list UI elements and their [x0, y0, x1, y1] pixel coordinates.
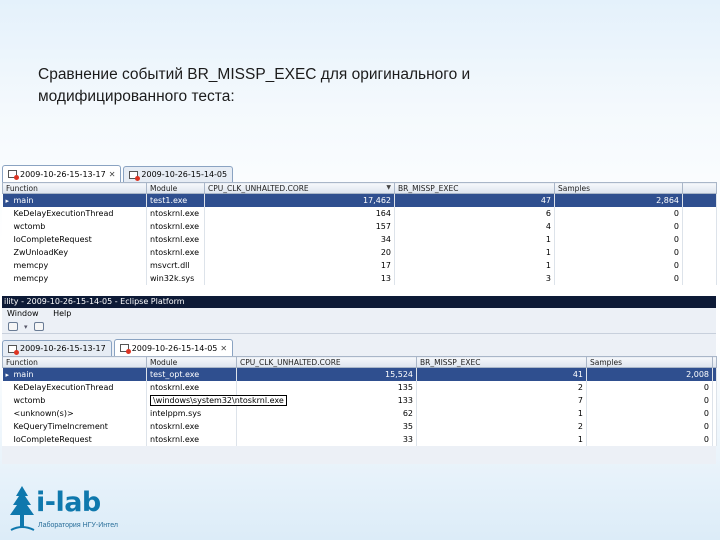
function-cell	[3, 220, 147, 233]
module-cell: ntoskrnl.exe	[147, 220, 205, 233]
column-header-br-missp[interactable]: BR_MISSP_EXEC	[395, 183, 555, 194]
table-row[interactable]	[3, 368, 717, 381]
column-header-samples[interactable]: Samples	[555, 183, 683, 194]
cpu-cell: 164	[205, 207, 395, 220]
cpu-cell: 20	[205, 246, 395, 259]
samples-cell: 0	[587, 420, 713, 433]
cpu-cell: 17	[205, 259, 395, 272]
filler-cell	[683, 246, 717, 259]
br-cell: 2	[417, 420, 587, 433]
table-row[interactable]	[3, 194, 717, 207]
menu-item-help[interactable]: Help	[53, 309, 72, 318]
filler-cell	[713, 407, 717, 420]
column-header-module[interactable]: Module	[147, 183, 205, 194]
function-cell	[3, 420, 147, 433]
samples-cell: 0	[555, 220, 683, 233]
table-row[interactable]	[3, 272, 717, 285]
menu-bar	[2, 308, 716, 320]
window-title: ility - 2009-10-26-15-14-05 - Eclipse Platform	[2, 296, 716, 308]
result-file-icon	[8, 170, 17, 178]
module-cell: ntoskrnl.exe	[147, 246, 205, 259]
expand-icon[interactable]: ▸	[5, 196, 10, 205]
column-header-br-missp[interactable]: BR_MISSP_EXEC	[417, 357, 587, 368]
column-header-samples[interactable]: Samples	[587, 357, 713, 368]
cpu-cell: 34	[205, 233, 395, 246]
function-name: memcpy	[13, 273, 49, 283]
close-icon[interactable]: ✕	[108, 169, 116, 179]
expand-icon[interactable]: ▸	[5, 370, 10, 379]
function-cell	[3, 368, 147, 381]
samples-cell: 0	[555, 259, 683, 272]
module-cell: test_opt.exe	[147, 368, 237, 381]
module-cell: ntoskrnl.exe	[147, 233, 205, 246]
logo-name: i-lab	[36, 487, 101, 518]
function-cell	[3, 246, 147, 259]
module-cell: win32k.sys	[147, 272, 205, 285]
samples-cell: 2,008	[587, 368, 713, 381]
filler-cell	[683, 233, 717, 246]
function-name: <unknown(s)>	[13, 408, 74, 418]
editor-tabbar	[2, 164, 716, 182]
tab-original-run[interactable]	[2, 340, 112, 356]
column-header-cpu-clk[interactable]: CPU_CLK_UNHALTED.CORE	[237, 357, 417, 368]
br-cell: 1	[395, 259, 555, 272]
toolbar	[2, 320, 716, 334]
close-icon[interactable]: ✕	[220, 343, 228, 353]
tab-label: 2009-10-26-15-13-17	[20, 344, 106, 353]
original-test-view	[2, 164, 716, 296]
br-cell: 47	[395, 194, 555, 207]
tab-label: 2009-10-26-15-14-05	[141, 170, 228, 179]
filler-cell	[683, 207, 717, 220]
samples-cell: 0	[587, 394, 713, 407]
br-cell: 1	[395, 246, 555, 259]
module-cell: msvcrt.dll	[147, 259, 205, 272]
function-cell	[3, 194, 147, 207]
table-row[interactable]	[3, 433, 717, 446]
br-cell: 3	[395, 272, 555, 285]
function-cell	[3, 272, 147, 285]
module-cell: test1.exe	[147, 194, 205, 207]
br-cell: 4	[395, 220, 555, 233]
tab-original-run[interactable]	[2, 165, 121, 182]
br-cell: 41	[417, 368, 587, 381]
filler-cell	[713, 394, 717, 407]
function-cell	[3, 233, 147, 246]
tab-modified-run[interactable]	[114, 339, 233, 356]
dropdown-arrow-icon[interactable]: ▾	[24, 322, 28, 331]
editor-tabbar	[2, 338, 716, 356]
br-cell: 1	[417, 433, 587, 446]
i-lab-logo	[6, 484, 146, 536]
tab-label: 2009-10-26-15-13-17	[20, 169, 106, 179]
filler-cell	[713, 433, 717, 446]
module-cell: ntoskrnl.exe	[147, 207, 205, 220]
samples-cell: 0	[555, 246, 683, 259]
samples-cell: 0	[587, 407, 713, 420]
table-row[interactable]	[3, 207, 717, 220]
compare-icon[interactable]	[34, 322, 44, 331]
table-row[interactable]	[3, 246, 717, 259]
function-name: wctomb	[13, 395, 46, 405]
filler-cell	[713, 381, 717, 394]
samples-cell: 0	[555, 207, 683, 220]
filler-cell	[683, 272, 717, 285]
function-name: main	[13, 195, 34, 205]
slide-heading	[38, 64, 598, 108]
column-header-module[interactable]: Module	[147, 357, 237, 368]
function-cell	[3, 407, 147, 420]
br-cell: 7	[417, 394, 587, 407]
cpu-cell: 62	[237, 407, 417, 420]
filler-cell	[683, 194, 717, 207]
logo-caption: Лаборатория НГУ-Интел	[38, 522, 118, 529]
function-name: IoCompleteRequest	[13, 234, 92, 244]
table-row[interactable]	[3, 259, 717, 272]
function-name: wctomb	[13, 221, 46, 231]
cpu-cell: 157	[205, 220, 395, 233]
sort-desc-icon: ▼	[386, 183, 391, 191]
function-name: KeDelayExecutionThread	[13, 208, 114, 218]
table-row[interactable]	[3, 420, 717, 433]
cpu-cell: 135	[237, 381, 417, 394]
function-name: memcpy	[13, 260, 49, 270]
br-cell: 1	[417, 407, 587, 420]
module-cell: ntoskrnl.exe	[147, 420, 237, 433]
slide-heading-line-1: Сравнение событий BR_MISSP_EXEC для оригинального и	[38, 66, 471, 83]
function-name: IoCompleteRequest	[13, 434, 92, 444]
result-file-icon	[8, 345, 17, 353]
function-cell	[3, 433, 147, 446]
module-cell: ntoskrnl.exe	[147, 433, 237, 446]
cpu-cell: 33	[237, 433, 417, 446]
samples-cell: 0	[555, 233, 683, 246]
function-cell	[3, 394, 147, 407]
column-header-function[interactable]: Function	[3, 183, 147, 194]
column-header-label: CPU_CLK_UNHALTED.CORE	[208, 183, 309, 193]
function-name: ZwUnloadKey	[13, 247, 69, 257]
tab-modified-run[interactable]	[123, 166, 233, 182]
slide-heading-line-2: модифицированного теста:	[38, 88, 235, 105]
br-cell: 6	[395, 207, 555, 220]
table-row[interactable]	[3, 233, 717, 246]
tree-logo-icon	[6, 484, 38, 534]
module-path-field[interactable]: \windows\system32\ntoskrnl.exe	[150, 395, 287, 406]
module-cell: ntoskrnl.exe	[147, 381, 237, 394]
filler-cell	[713, 420, 717, 433]
br-cell: 1	[395, 233, 555, 246]
samples-cell: 0	[587, 381, 713, 394]
result-file-icon	[129, 171, 138, 179]
br-cell: 2	[417, 381, 587, 394]
table-row[interactable]	[3, 407, 717, 420]
table-row[interactable]	[3, 394, 717, 407]
open-icon[interactable]	[8, 322, 18, 331]
filler-cell	[713, 368, 717, 381]
function-name: main	[13, 369, 34, 379]
cpu-cell: 17,462	[205, 194, 395, 207]
menu-item-window[interactable]: Window	[7, 309, 39, 318]
function-name: KeDelayExecutionThread	[13, 382, 114, 392]
cpu-cell: 35	[237, 420, 417, 433]
function-name: KeQueryTimeIncrement	[13, 421, 108, 431]
filler-cell	[683, 259, 717, 272]
module-cell	[147, 394, 284, 407]
samples-cell: 2,864	[555, 194, 683, 207]
hotspot-table	[2, 182, 717, 285]
function-cell	[3, 259, 147, 272]
column-header-function[interactable]: Function	[3, 357, 147, 368]
module-cell: intelppm.sys	[147, 407, 237, 420]
function-cell	[3, 207, 147, 220]
cpu-cell: 15,524	[237, 368, 417, 381]
column-header-filler	[713, 357, 717, 368]
table-row[interactable]	[3, 220, 717, 233]
result-file-icon	[120, 344, 129, 352]
column-header-cpu-clk[interactable]	[205, 183, 395, 194]
column-header-filler	[683, 183, 717, 194]
filler-cell	[683, 220, 717, 233]
tab-label: 2009-10-26-15-14-05	[131, 343, 218, 353]
cpu-cell: 13	[205, 272, 395, 285]
modified-test-view	[2, 296, 716, 464]
table-row[interactable]	[3, 381, 717, 394]
function-cell	[3, 381, 147, 394]
hotspot-table	[2, 356, 717, 446]
samples-cell: 0	[555, 272, 683, 285]
cpu-cell: 133	[237, 394, 417, 407]
samples-cell: 0	[587, 433, 713, 446]
